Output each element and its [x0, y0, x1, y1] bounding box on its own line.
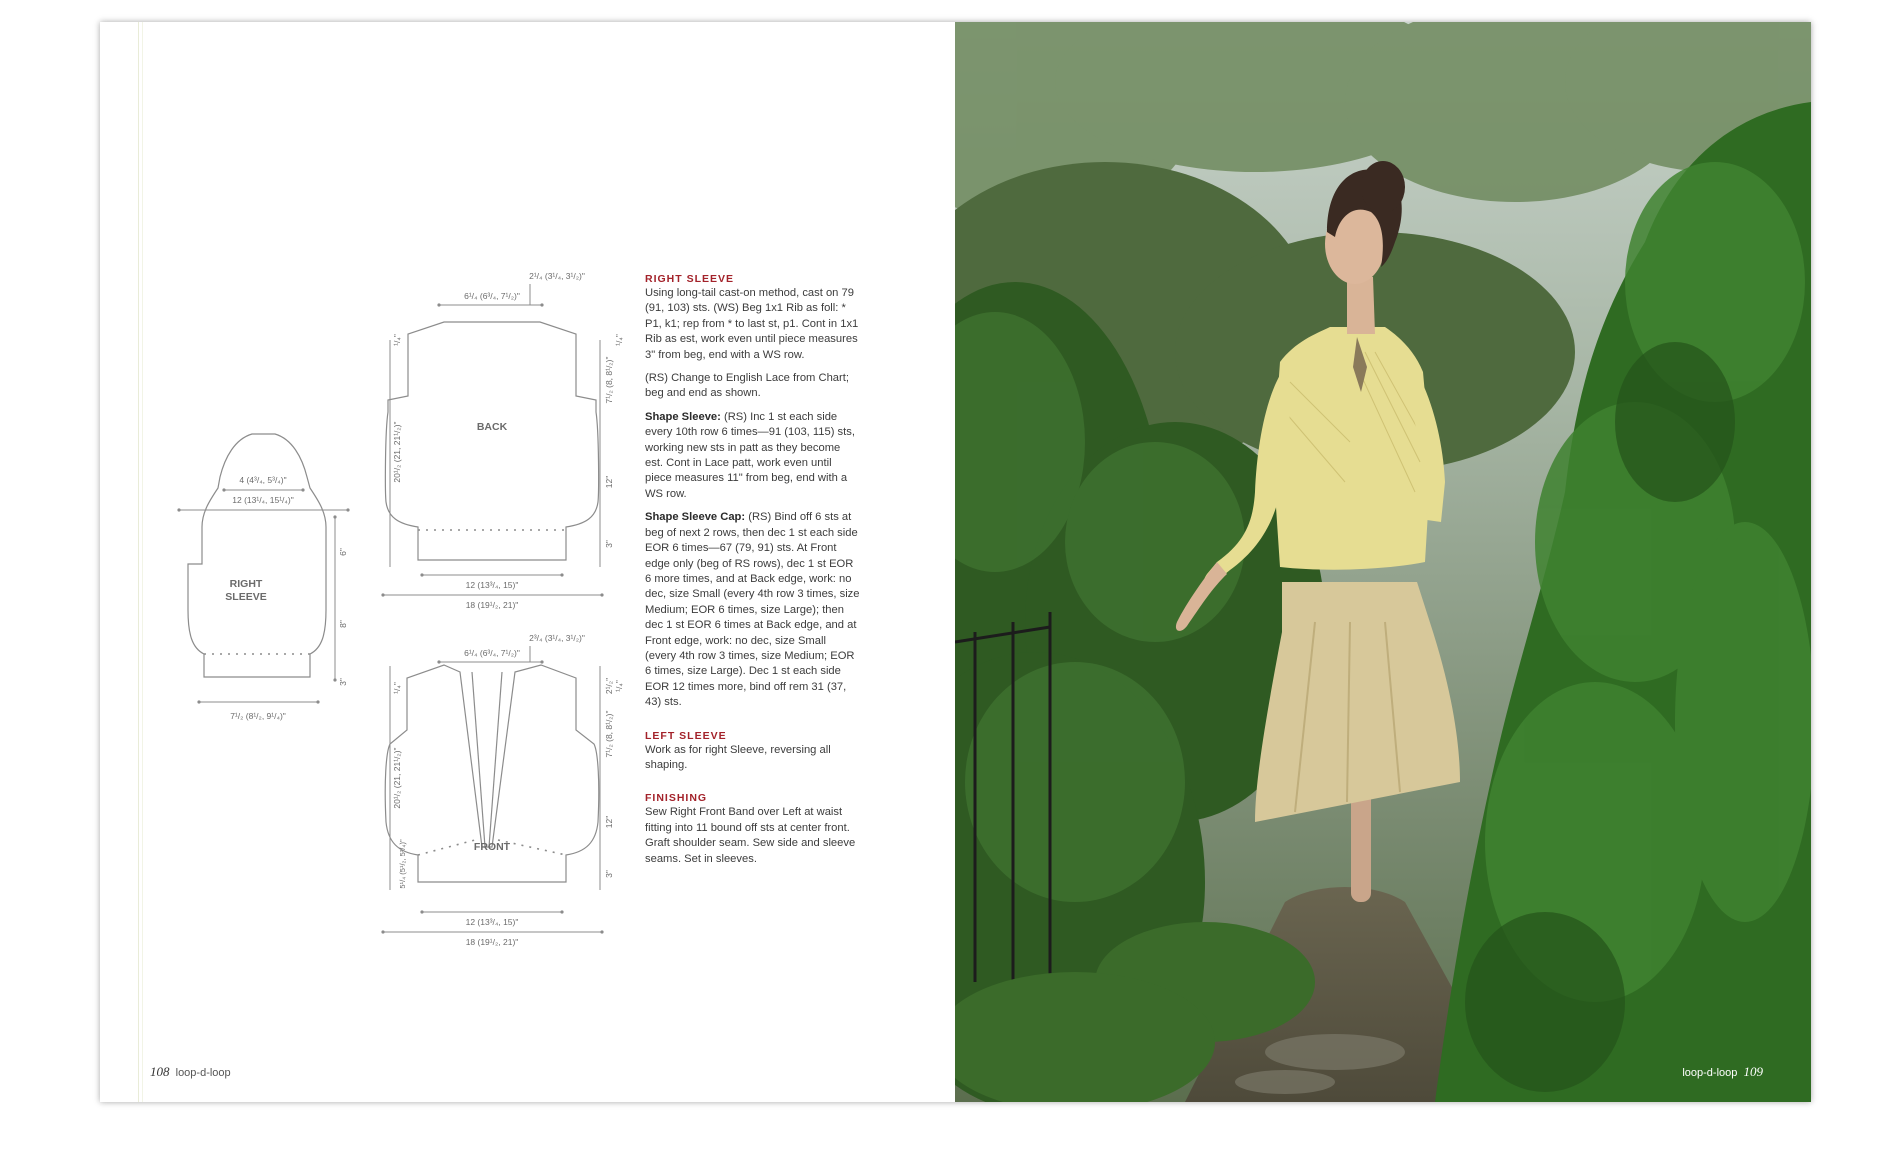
finishing-text: Sew Right Front Band over Left at waist fitting into 11 bound off sts at center front. Graft shoulder seam. Sew side and sleeve seams. Set in sleeves. — [645, 806, 856, 865]
back-total-length: 20¹/₂ (21, 21¹/₂)" — [392, 421, 402, 483]
front-side-length: 12" — [604, 815, 614, 829]
right-folio — [1682, 1064, 1763, 1080]
right-sleeve-label-1: RIGHT — [229, 578, 263, 590]
right-sleeve-label-2: SLEEVE — [225, 591, 267, 603]
left-folio — [150, 1064, 231, 1080]
front-label: FRONT — [473, 841, 511, 853]
back-shoulder-drop-left: ¹/₄" — [392, 334, 402, 346]
front-band-depth: 5¹/₄ (5¹/₂, 5³/₄)" — [398, 839, 407, 889]
back-hip-width: 18 (19¹/₂, 21)" — [465, 600, 519, 610]
back-outline — [385, 322, 598, 560]
front-waist-width: 12 (13³/₄, 15)" — [465, 917, 519, 927]
shape-cap-text: (RS) Bind off 6 sts at beg of next 2 rows, then dec 1 st each side EOR 6 times—67 (79, 91) sts. At Front edge only (beg of RS rows), dec 1 st EOR 6 more times, and at Back edge, work: no dec, size Small (every 4th row 3 times, size Medium; EOR 6 times, size Large); then dec 1 st EOR 6 times at Back edge, and at Front edge, work: no dec, size Small (every 4th row 3 times, size Medium; EOR 6 times, size Large). Dec 1 st each side EOR 12 times more, bind off rem 31 (37, 43) sts. — [645, 511, 860, 709]
finishing-heading: FINISHING — [645, 792, 708, 805]
shape-cap-label: Shape Sleeve Cap: — [645, 511, 746, 524]
shape-cap-paragraph — [645, 510, 860, 710]
shape-sleeve-label: Shape Sleeve: — [645, 410, 721, 423]
back-side-length: 12" — [604, 475, 614, 489]
left-sleeve-text: Work as for right Sleeve, reversing all shaping. — [645, 743, 831, 771]
left-page — [100, 22, 955, 1102]
sleeve-mid-height: 8" — [338, 620, 348, 628]
right-page-number: 109 — [1743, 1064, 1763, 1079]
front-hip-width: 18 (19¹/₂, 21)" — [465, 937, 519, 947]
right-page-photo — [955, 22, 1811, 1102]
finishing-section — [645, 791, 860, 867]
right-sleeve-heading: RIGHT SLEEVE — [645, 273, 735, 285]
back-neck-width: 2¹/₄ (3¹/₄, 3¹/₂)" — [529, 271, 585, 281]
back-label: BACK — [476, 421, 508, 433]
back-shoulder-width: 6¹/₄ (6³/₄, 7¹/₂)" — [464, 291, 520, 301]
sleeve-upper-width: 12 (13¹/₄, 15¹/₄)" — [232, 495, 294, 505]
front-slope: 2¹/₂" — [604, 677, 614, 695]
front-neck-width: 2³/₄ (3¹/₄, 3¹/₂)" — [529, 633, 585, 643]
front-shoulder-drop-left: ¹/₄" — [392, 682, 402, 694]
front-shoulder-width: 6¹/₄ (6³/₄, 7¹/₂)" — [464, 648, 520, 658]
sleeve-rib-height: 3" — [338, 678, 348, 686]
shape-sleeve-paragraph — [645, 410, 860, 502]
sleeve-cap-height: 6" — [338, 548, 348, 556]
sleeve-bottom-width: 7¹/₂ (8¹/₂, 9¹/₄)" — [230, 711, 286, 721]
back-shoulder-drop-right: ¹/₄" — [614, 334, 624, 346]
right-sleeve-lace: (RS) Change to English Lace from Chart; beg and end as shown. — [645, 372, 849, 400]
left-running-title: loop-d-loop — [175, 1067, 231, 1079]
front-armhole-depth: 7¹/₂ (8, 8¹/₂)" — [604, 710, 614, 758]
right-sleeve-outline — [188, 434, 326, 677]
back-armhole-depth: 7¹/₂ (8, 8¹/₂)" — [604, 356, 614, 404]
sleeve-top-width: 4 (4³/₄, 5³/₄)" — [239, 475, 287, 485]
right-running-title: loop-d-loop — [1682, 1067, 1738, 1079]
shape-sleeve-text: (RS) Inc 1 st each side every 10th row 6 times—91 (103, 115) sts, working new sts in patt as they become est. Cont in Lace patt, work even until piece measures 11" from beg, end with a WS row. — [645, 410, 855, 500]
front-shoulder-drop-right: ¹/₄" — [614, 680, 624, 692]
front-rib-height: 3" — [604, 870, 614, 878]
left-sleeve-section — [645, 729, 860, 774]
front-total-length: 20¹/₂ (21, 21¹/₂)" — [392, 747, 402, 809]
left-page-number: 108 — [150, 1064, 170, 1079]
back-waist-width: 12 (13³/₄, 15)" — [465, 580, 519, 590]
right-sleeve-cast-on: Using long-tail cast-on method, cast on 79 (91, 103) sts. (WS) Beg 1x1 Rib as foll: * P1, k1; rep from * to last st, p1. Cont in 1x1 Rib as est, work even until piece measures 3" from beg, end with a WS row. — [645, 287, 859, 361]
left-sleeve-heading: LEFT SLEEVE — [645, 729, 727, 742]
book-spread — [100, 22, 1811, 1102]
garden-photo — [955, 22, 1811, 1102]
back-rib-height: 3" — [604, 540, 614, 548]
instructions-column — [645, 272, 860, 875]
